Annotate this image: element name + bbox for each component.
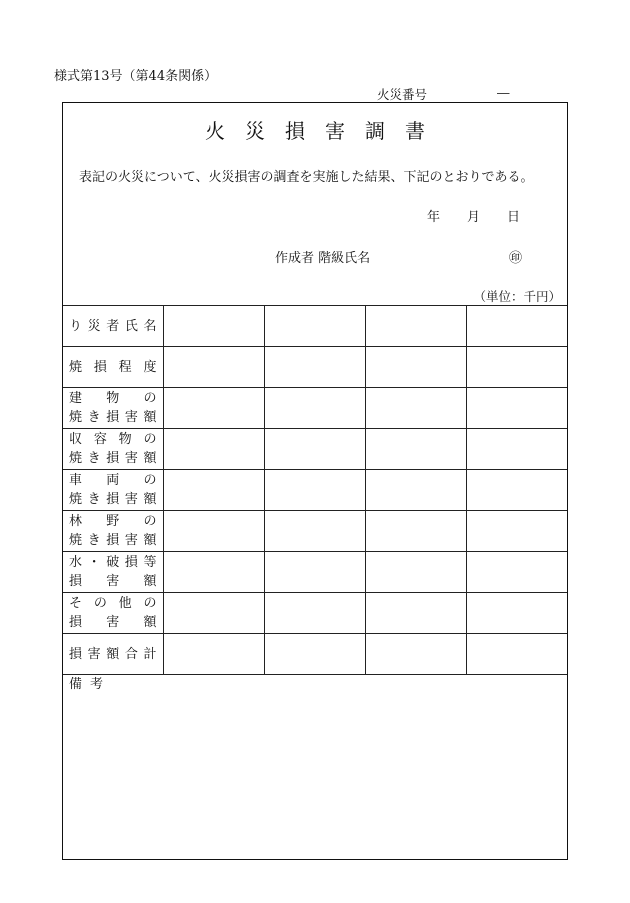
row-label-char: そ [69, 596, 83, 611]
value-cell[interactable] [163, 470, 264, 511]
fire-number-field [377, 85, 510, 103]
value-cell[interactable] [466, 511, 567, 552]
value-cell[interactable] [466, 306, 567, 347]
row-label-char: 損 [69, 574, 83, 589]
row-label-char: 度 [143, 359, 157, 375]
value-cell[interactable] [466, 552, 567, 593]
row-label-char: 名 [143, 318, 157, 334]
row-label-char: 損 [93, 359, 107, 375]
row-label-char: 焼 [69, 451, 83, 466]
value-cell[interactable] [264, 511, 365, 552]
row-label-char: 焼 [69, 533, 83, 548]
value-cell[interactable] [163, 511, 264, 552]
row-label-line [69, 512, 157, 531]
row-label [63, 552, 163, 593]
form-number-label: 様式第13号（第44条関係） [54, 69, 218, 84]
row-label-char: 額 [143, 533, 157, 548]
value-cell[interactable] [365, 388, 466, 429]
statement-text: 表記の火災について、火災損害の調査を実施した結果、下記のとおりである。 [79, 170, 534, 185]
row-label-char: 林 [69, 514, 83, 529]
row-label-char: 額 [143, 410, 157, 425]
row-label-char: 合 [124, 646, 138, 662]
row-label-char: 損 [69, 646, 83, 662]
value-cell[interactable] [163, 552, 264, 593]
value-cell[interactable] [365, 347, 466, 388]
fire-number-label: 火災番号 [377, 87, 428, 102]
value-cell[interactable] [163, 388, 264, 429]
value-cell[interactable] [264, 593, 365, 634]
value-cell[interactable] [365, 429, 466, 470]
row-label-char: の [143, 391, 157, 406]
remarks-label: 備考 [69, 677, 112, 692]
row-label-char: 建 [69, 391, 83, 406]
row-label-char: 害 [124, 410, 138, 425]
row-label-char: 焼 [69, 359, 83, 375]
row-label-char: り [69, 318, 83, 334]
unit-note: （単位：千円） [473, 289, 561, 304]
row-label-char: 損 [106, 492, 120, 507]
row-label-line [69, 358, 157, 377]
row-label-line [69, 594, 157, 613]
row-label-char: 損 [106, 451, 120, 466]
row-label-char: き [87, 492, 101, 507]
row-label-char: の [143, 432, 157, 447]
row-label-line [69, 317, 157, 336]
row-label-line [69, 449, 157, 468]
row-label [63, 347, 163, 388]
row-label-char: 額 [143, 451, 157, 466]
value-cell[interactable] [365, 593, 466, 634]
value-cell[interactable] [466, 593, 567, 634]
table-row [63, 470, 567, 511]
row-label-char: 害 [124, 451, 138, 466]
table-row [63, 306, 567, 347]
document-title: 火災損害調書 [205, 119, 445, 143]
value-cell[interactable] [264, 429, 365, 470]
row-label [63, 511, 163, 552]
row-label-line [69, 389, 157, 408]
date-year-label: 年 [427, 210, 441, 225]
value-cell[interactable] [264, 306, 365, 347]
fire-number-separator: ― [497, 85, 510, 100]
row-label-char: 者 [106, 318, 120, 334]
value-cell[interactable] [466, 634, 567, 675]
value-cell[interactable] [365, 470, 466, 511]
row-label-char: 焼 [69, 492, 83, 507]
row-label-char: 害 [87, 646, 101, 662]
remarks-area[interactable] [63, 670, 567, 859]
row-label-char: 害 [106, 615, 120, 630]
row-label-line [69, 408, 157, 427]
row-label-char: 容 [93, 432, 107, 447]
row-label-char: の [143, 473, 157, 488]
row-label-char: 害 [124, 492, 138, 507]
row-label-char: の [143, 596, 157, 611]
row-label-char: 野 [106, 514, 120, 529]
value-cell[interactable] [365, 511, 466, 552]
row-label-char: 額 [106, 646, 120, 662]
author-label: 作成者 階級氏名 [275, 251, 371, 266]
row-label-line [69, 471, 157, 490]
table-row [63, 347, 567, 388]
table-row [63, 634, 567, 675]
row-label [63, 388, 163, 429]
row-label-char: 氏 [124, 318, 138, 334]
row-label [63, 593, 163, 634]
row-label-char: 額 [143, 574, 157, 589]
row-label-char: き [87, 451, 101, 466]
row-label-line [69, 613, 157, 632]
row-label-char: 車 [69, 473, 83, 488]
row-label-char: 害 [106, 574, 120, 589]
row-label-line [69, 572, 157, 591]
row-label-char: 程 [118, 359, 132, 375]
value-cell[interactable] [365, 634, 466, 675]
report-frame [62, 102, 568, 860]
row-label-char: 物 [118, 432, 132, 447]
value-cell[interactable] [365, 306, 466, 347]
table-row [63, 552, 567, 593]
value-cell[interactable] [264, 347, 365, 388]
row-label-char: 額 [143, 615, 157, 630]
row-label-line [69, 531, 157, 550]
value-cell[interactable] [365, 552, 466, 593]
value-cell[interactable] [264, 388, 365, 429]
value-cell[interactable] [264, 552, 365, 593]
row-label-char: 計 [143, 646, 157, 662]
seal-mark: ㊞ [509, 251, 523, 266]
date-day-label: 日 [507, 210, 521, 225]
row-label-char: 災 [87, 318, 101, 334]
row-label-line [69, 553, 157, 572]
row-label-char: 水 [69, 555, 83, 570]
row-label [63, 470, 163, 511]
date-month-label: 月 [467, 210, 481, 225]
row-label-char: 破 [106, 555, 120, 570]
value-cell[interactable] [163, 593, 264, 634]
value-cell[interactable] [163, 347, 264, 388]
value-cell[interactable] [264, 470, 365, 511]
table-row [63, 388, 567, 429]
row-label-line [69, 430, 157, 449]
value-cell[interactable] [466, 347, 567, 388]
row-label-char: 焼 [69, 410, 83, 425]
value-cell[interactable] [466, 429, 567, 470]
row-label-char: の [93, 596, 107, 611]
value-cell[interactable] [466, 470, 567, 511]
row-label [63, 634, 163, 675]
row-label [63, 306, 163, 347]
value-cell[interactable] [264, 634, 365, 675]
damage-table [63, 305, 567, 675]
row-label-char: 損 [69, 615, 83, 630]
row-label-char: 額 [143, 492, 157, 507]
row-label-char: 収 [69, 432, 83, 447]
table-row [63, 429, 567, 470]
row-label-line [69, 645, 157, 664]
table-row [63, 511, 567, 552]
value-cell[interactable] [163, 306, 264, 347]
row-label-char: 損 [106, 410, 120, 425]
row-label-char: 両 [106, 473, 120, 488]
row-label-char: 害 [124, 533, 138, 548]
table-row [63, 593, 567, 634]
row-label-char: き [87, 533, 101, 548]
row-label-char: 他 [118, 596, 132, 611]
row-label-char: 等 [143, 555, 157, 570]
row-label-char: ・ [87, 555, 101, 570]
row-label-char: き [87, 410, 101, 425]
row-label-char: 物 [106, 391, 120, 406]
row-label-line [69, 490, 157, 509]
value-cell[interactable] [163, 429, 264, 470]
row-label [63, 429, 163, 470]
row-label-char: 損 [124, 555, 138, 570]
value-cell[interactable] [163, 634, 264, 675]
row-label-char: 損 [106, 533, 120, 548]
row-label-char: の [143, 514, 157, 529]
value-cell[interactable] [466, 388, 567, 429]
